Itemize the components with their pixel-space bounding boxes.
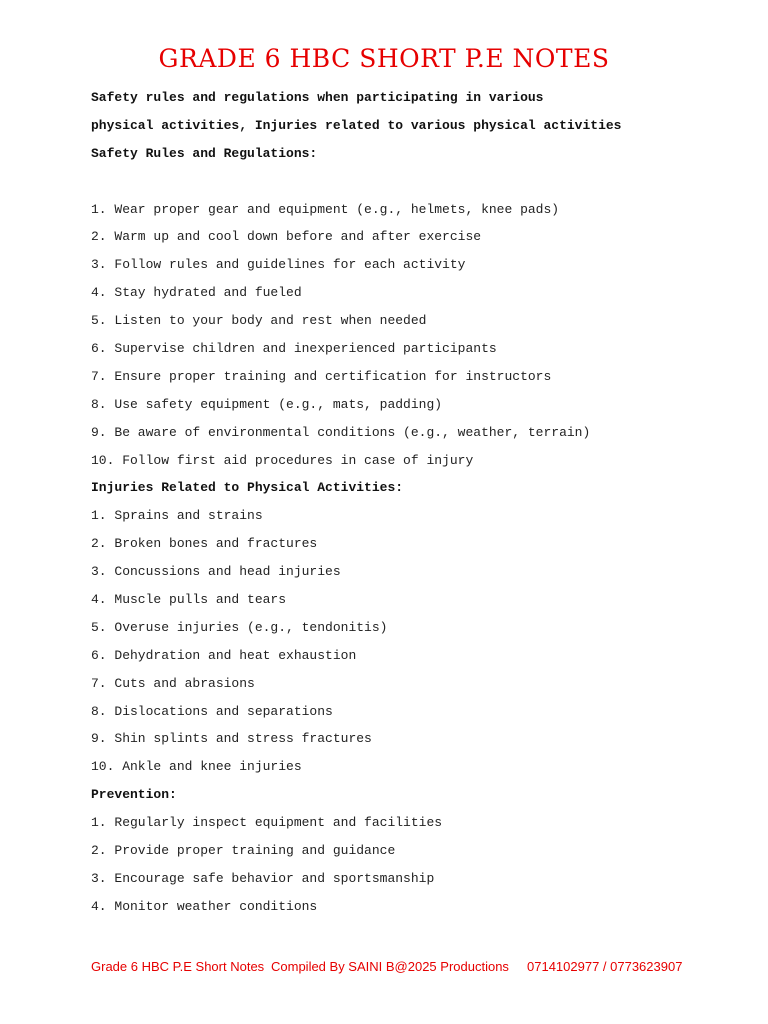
list-item: 7. Ensure proper training and certification for instructors [91, 368, 552, 384]
footer-phone-numbers: 0714102977 / 0773623907 [527, 959, 683, 974]
list-item: 4. Monitor weather conditions [91, 898, 318, 914]
notes-content [91, 84, 741, 921]
list-item: 9. Shin splints and stress fractures [91, 731, 372, 747]
list-item: 1. Sprains and strains [91, 508, 263, 524]
list-item: 1. Regularly inspect equipment and facilities [91, 815, 443, 831]
list-item: 5. Listen to your body and rest when needed [91, 313, 427, 329]
list-item: 10. Ankle and knee injuries [91, 759, 302, 775]
list-item: 4. Muscle pulls and tears [91, 592, 287, 608]
list-item: 2. Provide proper training and guidance [91, 843, 396, 859]
prevention-heading: Prevention: [91, 787, 177, 803]
list-item: 8. Use safety equipment (e.g., mats, padding) [91, 396, 443, 412]
list-item: 2. Warm up and cool down before and after exercise [91, 229, 482, 245]
safety-list [91, 196, 741, 475]
list-item: 8. Dislocations and separations [91, 703, 333, 719]
injuries-heading: Injuries Related to Physical Activities: [91, 480, 404, 496]
footer-doc-title: Grade 6 HBC P.E Short Notes [91, 959, 265, 974]
list-item: 4. Stay hydrated and fueled [91, 285, 302, 301]
list-item: 9. Be aware of environmental conditions (e.g., weather, terrain) [91, 424, 591, 440]
list-item: 6. Dehydration and heat exhaustion [91, 647, 357, 663]
prevention-list [91, 809, 741, 921]
list-item: 2. Broken bones and fractures [91, 536, 318, 552]
list-item: 3. Follow rules and guidelines for each activity [91, 257, 466, 273]
list-item: 1. Wear proper gear and equipment (e.g., helmets, knee pads) [91, 201, 560, 217]
spacer [91, 168, 741, 196]
page-title: GRADE 6 HBC SHORT P.E NOTES [158, 44, 610, 73]
list-item: 10. Follow first aid procedures in case of injury [91, 452, 474, 468]
list-item: 7. Cuts and abrasions [91, 675, 255, 691]
list-item: 6. Supervise children and inexperienced participants [91, 341, 497, 357]
list-item: 3. Encourage safe behavior and sportsmanship [91, 870, 435, 886]
list-item: 3. Concussions and head injuries [91, 564, 341, 580]
footer-compiler: Compiled By SAINI B@2025 Productions [271, 959, 509, 974]
injuries-list [91, 502, 741, 781]
list-item: 5. Overuse injuries (e.g., tendonitis) [91, 619, 388, 635]
intro-line-1: Safety rules and regulations when participating in various [91, 90, 544, 105]
intro-line-2: physical activities, Injuries related to various physical activities [91, 117, 622, 133]
safety-heading: Safety Rules and Regulations: [91, 145, 318, 161]
